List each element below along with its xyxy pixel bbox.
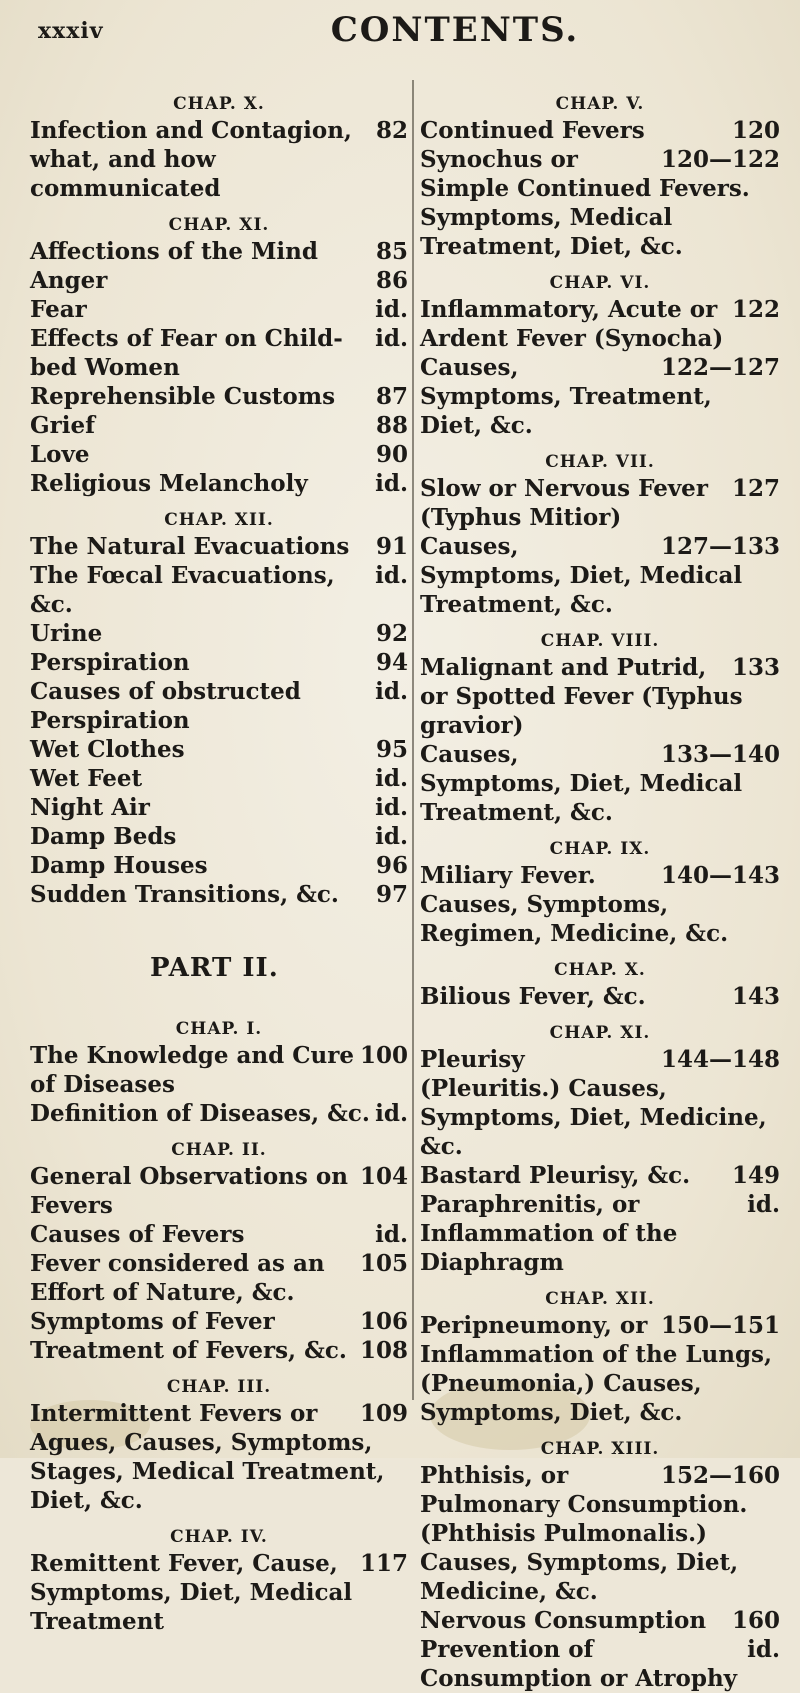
chapter-heading: CHAP. III. [166, 1377, 272, 1397]
toc-page-number: 104 [359, 1163, 408, 1190]
toc-page-number: 92 [375, 620, 408, 647]
toc-page-number: 94 [375, 649, 408, 676]
toc-page-number: 133 [731, 654, 780, 681]
toc-entry [420, 474, 780, 532]
toc-entry [420, 1461, 780, 1606]
toc-page-number: 122 [731, 296, 780, 323]
chapter-heading: CHAP. XIII. [540, 1439, 660, 1459]
toc-entry [30, 1162, 408, 1220]
toc-page-number: 96 [375, 852, 408, 879]
toc-entry [30, 440, 408, 469]
toc-entry [30, 1220, 408, 1249]
toc-entry-text: Fear [30, 296, 87, 323]
toc-page-number: 120—122 [660, 146, 780, 173]
toc-page-number: 105 [359, 1250, 408, 1277]
chapter-heading: CHAP. II. [171, 1140, 267, 1160]
left-column [30, 82, 408, 1636]
right-column [420, 82, 780, 1693]
toc-entry-text: Anger [30, 267, 108, 294]
toc-page-number: 120 [731, 117, 780, 144]
toc-entry-text: Causes of Fevers [30, 1221, 245, 1248]
toc-entry [30, 1249, 408, 1307]
toc-entry-text: Reprehensible Customs [30, 383, 336, 410]
chapter-heading: CHAP. XII. [545, 1289, 655, 1309]
toc-entry-text: Causes, Symptoms, Diet, Medical Treatment, &c. [420, 533, 743, 618]
chapter-heading: CHAP. VI. [549, 273, 651, 293]
toc-entry-text: Malignant and Putrid, or Spotted Fever (Typhus gravior) [420, 654, 743, 739]
toc-entry [420, 1161, 780, 1190]
toc-entry [30, 532, 408, 561]
toc-page-number: id. [375, 562, 408, 589]
toc-entry [30, 1336, 408, 1365]
toc-entry [420, 1311, 780, 1427]
toc-entry [30, 116, 408, 203]
toc-entry [30, 1399, 408, 1515]
toc-entry-text: Affections of the Mind [30, 238, 318, 265]
toc-entry [30, 764, 408, 793]
toc-entry-text: Definition of Diseases, &c. [30, 1100, 370, 1127]
toc-entry-text: Night Air [30, 794, 150, 821]
toc-entry-text: Infection and Contagion, what, and how communicated [30, 117, 352, 202]
chapter-heading: CHAP. I. [175, 1019, 263, 1039]
toc-entry-text: Bastard Pleurisy, &c. [420, 1162, 691, 1189]
toc-entry-text: Miliary Fever. Causes, Symptoms, Regimen, Medicine, &c. [420, 862, 729, 947]
toc-entry-text: Wet Feet [30, 765, 143, 792]
toc-page-number: 144—148 [660, 1046, 780, 1073]
toc-page-number: 100 [359, 1042, 408, 1069]
toc-entry [30, 324, 408, 382]
toc-entry [30, 880, 408, 909]
toc-entry [30, 295, 408, 324]
toc-entry-text: Damp Houses [30, 852, 208, 879]
chapter-heading: CHAP. IX. [549, 839, 651, 859]
chapter-heading: CHAP. X. [554, 960, 646, 980]
toc-page-number: id. [375, 1100, 408, 1127]
toc-page-number: id. [375, 1221, 408, 1248]
toc-entry-text: Nervous Consumption [420, 1607, 707, 1634]
toc-entry [30, 411, 408, 440]
toc-entry [30, 822, 408, 851]
toc-page-number: id. [375, 823, 408, 850]
toc-page-number: 97 [375, 881, 408, 908]
toc-entry [30, 266, 408, 295]
toc-entry [420, 861, 780, 948]
toc-page-number: 160 [731, 1607, 780, 1634]
column-divider [412, 80, 414, 1400]
toc-page-number: 127 [731, 475, 780, 502]
toc-entry [30, 561, 408, 619]
toc-entry-text: The Knowledge and Cure of Diseases [30, 1042, 354, 1098]
toc-entry [420, 532, 780, 619]
toc-entry-text: Fever considered as an Effort of Nature, &c. [30, 1250, 325, 1306]
toc-page-number: id. [747, 1636, 780, 1663]
toc-page-number: 85 [375, 238, 408, 265]
page-number: xxxiv [38, 18, 104, 44]
toc-entry [420, 116, 780, 145]
toc-entry [30, 469, 408, 498]
toc-entry [30, 1041, 408, 1099]
toc-entry-text: Intermittent Fevers or Agues, Causes, Symptoms, Stages, Medical Treatment, Diet, &c. [30, 1400, 385, 1514]
toc-page-number: id. [375, 296, 408, 323]
toc-page-number: 109 [359, 1400, 408, 1427]
toc-entry-text: Religious Melancholy [30, 470, 308, 497]
toc-entry [420, 353, 780, 440]
toc-page-number: 106 [359, 1308, 408, 1335]
toc-entry-text: Inflammatory, Acute or Ardent Fever (Synocha) [420, 296, 724, 352]
toc-entry [30, 1307, 408, 1336]
chapter-heading: CHAP. VII. [545, 452, 655, 472]
toc-entry [420, 145, 780, 261]
toc-page-number: 117 [359, 1550, 408, 1577]
toc-page-number: 82 [375, 117, 408, 144]
chapter-heading: CHAP. IV. [170, 1527, 268, 1547]
toc-entry-text: Damp Beds [30, 823, 177, 850]
toc-entry [420, 653, 780, 740]
part-heading: PART II. [150, 953, 279, 983]
toc-page-number: 143 [731, 983, 780, 1010]
toc-entry-text: Causes, Symptoms, Diet, Medical Treatment, &c. [420, 741, 743, 826]
toc-entry [420, 740, 780, 827]
toc-page-number: 133—140 [660, 741, 780, 768]
toc-page-number: 87 [375, 383, 408, 410]
toc-page-number: id. [375, 794, 408, 821]
page-title: CONTENTS. [330, 10, 580, 50]
toc-entry [30, 1549, 408, 1636]
chapter-heading: CHAP. V. [555, 94, 645, 114]
toc-entry-text: Urine [30, 620, 103, 647]
toc-entry [420, 982, 780, 1011]
toc-entry [420, 295, 780, 353]
toc-entry [420, 1045, 780, 1161]
toc-entry-text: General Observations on Fevers [30, 1163, 348, 1219]
toc-entry [30, 619, 408, 648]
toc-entry-text: Peripneumony, or Inflammation of the Lungs, (Pneumonia,) Causes, Symptoms, Diet, &c. [420, 1312, 772, 1426]
toc-entry-text: Sudden Transitions, &c. [30, 881, 339, 908]
toc-entry-text: Continued Fevers [420, 117, 645, 144]
toc-entry-text: Slow or Nervous Fever (Typhus Mitior) [420, 475, 708, 531]
toc-entry-text: Bilious Fever, &c. [420, 983, 646, 1010]
toc-entry-text: Grief [30, 412, 96, 439]
toc-entry-text: Paraphrenitis, or Inflammation of the Diaphragm [420, 1191, 678, 1276]
toc-entry-text: The Fœcal Evacuations, &c. [30, 562, 335, 618]
toc-entry [30, 851, 408, 880]
toc-page-number: 86 [375, 267, 408, 294]
toc-page-number: id. [747, 1191, 780, 1218]
chapter-heading: CHAP. XII. [164, 510, 274, 530]
toc-page-number: 91 [375, 533, 408, 560]
toc-entry-text: Love [30, 441, 90, 468]
toc-entry [30, 648, 408, 677]
chapter-heading: CHAP. X. [173, 94, 265, 114]
toc-entry-text: Treatment of Fevers, &c. [30, 1337, 347, 1364]
toc-page-number: 149 [731, 1162, 780, 1189]
toc-entry-text: Effects of Fear on Child-bed Women [30, 325, 343, 381]
toc-entry-text: Causes of obstructed Perspiration [30, 678, 301, 734]
toc-entry [420, 1190, 780, 1277]
toc-entry-text: Synochus or Simple Continued Fevers. Symptoms, Medical Treatment, Diet, &c. [420, 146, 750, 260]
toc-entry [30, 382, 408, 411]
toc-entry [30, 735, 408, 764]
toc-entry-text: Prevention of Consumption or Atrophy [420, 1636, 738, 1692]
toc-page-number: id. [375, 765, 408, 792]
chapter-heading: CHAP. XI. [168, 215, 270, 235]
toc-page-number: 95 [375, 736, 408, 763]
toc-entry-text: Perspiration [30, 649, 190, 676]
toc-page-number: id. [375, 678, 408, 705]
toc-entry [30, 677, 408, 735]
chapter-heading: CHAP. VIII. [540, 631, 660, 651]
toc-entry-text: Remittent Fever, Cause, Symptoms, Diet, Medical Treatment [30, 1550, 353, 1635]
toc-page-number: id. [375, 325, 408, 352]
toc-page-number: 108 [359, 1337, 408, 1364]
toc-entry-text: Pleurisy (Pleuritis.) Causes, Symptoms, Diet, Medicine, &c. [420, 1046, 767, 1160]
toc-entry-text: Phthisis, or Pulmonary Consumption. (Phthisis Pulmonalis.) Causes, Symptoms, Diet, Medicine, &c. [420, 1462, 748, 1605]
toc-entry [420, 1635, 780, 1693]
toc-page-number: 140—143 [660, 862, 780, 889]
toc-entry [30, 1099, 408, 1128]
chapter-heading: CHAP. XI. [549, 1023, 651, 1043]
toc-page-number: 127—133 [660, 533, 780, 560]
toc-page-number: id. [375, 470, 408, 497]
toc-entry [420, 1606, 780, 1635]
toc-entry-text: Wet Clothes [30, 736, 185, 763]
toc-entry-text: The Natural Evacuations [30, 533, 350, 560]
toc-entry [30, 237, 408, 266]
toc-entry-text: Causes, Symptoms, Treatment, Diet, &c. [420, 354, 712, 439]
toc-page-number: 88 [375, 412, 408, 439]
toc-entry [30, 793, 408, 822]
toc-entry-text: Symptoms of Fever [30, 1308, 275, 1335]
toc-page-number: 122—127 [660, 354, 780, 381]
toc-page-number: 152—160 [660, 1462, 780, 1489]
toc-page-number: 90 [375, 441, 408, 468]
toc-page-number: 150—151 [660, 1312, 780, 1339]
